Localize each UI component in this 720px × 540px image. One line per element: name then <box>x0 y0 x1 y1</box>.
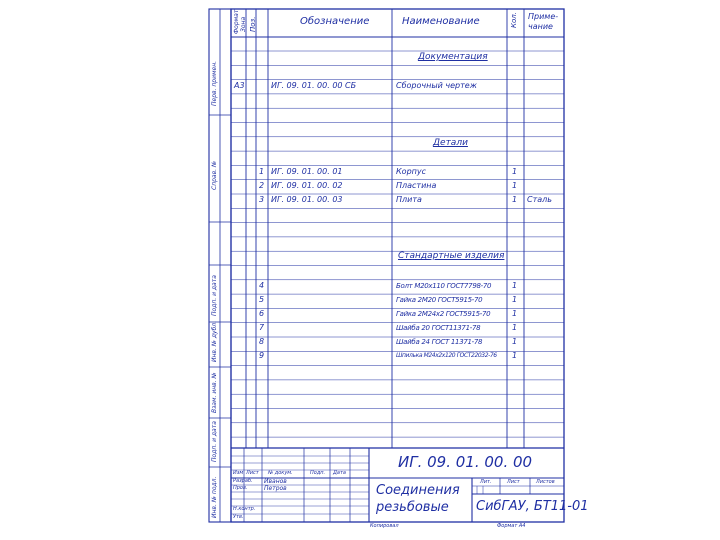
tb-format: Формат А4 <box>497 523 526 529</box>
header-note: Приме- чание <box>528 12 559 31</box>
d2-pos: 2 <box>259 181 265 190</box>
margin-inv-podl: Инв. № подл. <box>211 476 218 518</box>
s6-name: Гайка 2М24х2 ГОСТ5915-70 <box>396 310 491 318</box>
tb-prov: Пров. <box>233 485 248 491</box>
tb-kopiroval: Копировал <box>370 523 399 529</box>
d1-qty: 1 <box>512 167 518 176</box>
tb-col-podp: Подп. <box>310 470 326 476</box>
tb-col-data: Дата <box>333 470 346 476</box>
d3-note: Сталь <box>527 195 552 204</box>
section-details: Детали <box>433 138 468 148</box>
tb-listov: Листов <box>536 479 555 485</box>
header-format: Формат <box>233 9 240 34</box>
title-name-line1: Соединения <box>376 483 460 498</box>
d2-name: Пластина <box>396 181 437 190</box>
title-name-line2: резьбовые <box>376 500 449 515</box>
title-org: СибГАУ, БТ11-01 <box>476 499 589 514</box>
s4-name: Болт М20х110 ГОСТ7798-70 <box>396 282 492 290</box>
s5-name: Гайка 2М20 ГОСТ5915-70 <box>396 296 483 304</box>
d3-designation: ИГ. 09. 01. 00. 03 <box>271 195 343 204</box>
tb-prov-name: Петров <box>264 485 287 492</box>
tb-utv: Утв. <box>233 514 244 520</box>
s7-pos: 7 <box>259 323 265 332</box>
margin-podp-data-1: Подп. и дата <box>211 275 218 316</box>
tb-razrab: Разраб. <box>233 478 253 484</box>
s8-name: Шайба 24 ГОСТ 11371-78 <box>396 338 483 346</box>
section-standard: Стандартные изделия <box>398 251 505 261</box>
tb-razrab-name: Иванов <box>264 478 287 485</box>
d1-pos: 1 <box>259 167 265 176</box>
title-code: ИГ. 09. 01. 00. 00 <box>398 453 533 471</box>
header-zone: Зона <box>240 16 247 32</box>
s6-qty: 1 <box>512 309 518 318</box>
margin-inv-dubl: Инв. № дубл. <box>211 320 218 362</box>
d2-designation: ИГ. 09. 01. 00. 02 <box>271 181 343 190</box>
margin-sprav-no: Справ. № <box>211 160 218 190</box>
s9-name: Шпилька М24х2х120 ГОСТ22032-76 <box>396 352 497 359</box>
d3-pos: 3 <box>259 195 265 204</box>
header-designation: Обозначение <box>300 16 370 27</box>
d3-name: Плита <box>396 195 422 204</box>
tb-list: Лист <box>507 479 520 485</box>
header-qty: Кол. <box>510 12 518 28</box>
margin-vzam-inv: Взам. инв. № <box>211 372 218 413</box>
doc-designation: ИГ. 09. 01. 00. 00 СБ <box>271 81 357 90</box>
tb-lit: Лит. <box>480 479 492 485</box>
tb-nkontr: Н.контр. <box>233 506 256 512</box>
s5-qty: 1 <box>512 295 518 304</box>
header-name: Наименование <box>402 16 480 27</box>
d1-name: Корпус <box>396 167 427 176</box>
doc-format: А3 <box>234 81 245 90</box>
s4-qty: 1 <box>512 281 518 290</box>
d1-designation: ИГ. 09. 01. 00. 01 <box>271 167 343 176</box>
tb-col-list: Лист <box>246 470 259 476</box>
margin-podp-data-2: Подп. и дата <box>211 421 218 462</box>
s7-name: Шайба 20 ГОСТ11371-78 <box>396 324 481 332</box>
s6-pos: 6 <box>259 309 265 318</box>
margin-perv-primen: Перв. примен. <box>211 60 218 106</box>
s4-pos: 4 <box>259 281 265 290</box>
s9-pos: 9 <box>259 351 265 360</box>
doc-name: Сборочный чертеж <box>396 81 477 90</box>
section-documentation: Документация <box>418 52 488 62</box>
s9-qty: 1 <box>512 351 518 360</box>
s8-qty: 1 <box>512 337 518 346</box>
s7-qty: 1 <box>512 323 518 332</box>
d2-qty: 1 <box>512 181 518 190</box>
tb-col-izm: Изм <box>233 470 244 476</box>
s5-pos: 5 <box>259 295 265 304</box>
s8-pos: 8 <box>259 337 265 346</box>
header-pos: Поз. <box>249 16 257 32</box>
tb-col-docnum: № докум. <box>268 470 293 476</box>
d3-qty: 1 <box>512 195 518 204</box>
